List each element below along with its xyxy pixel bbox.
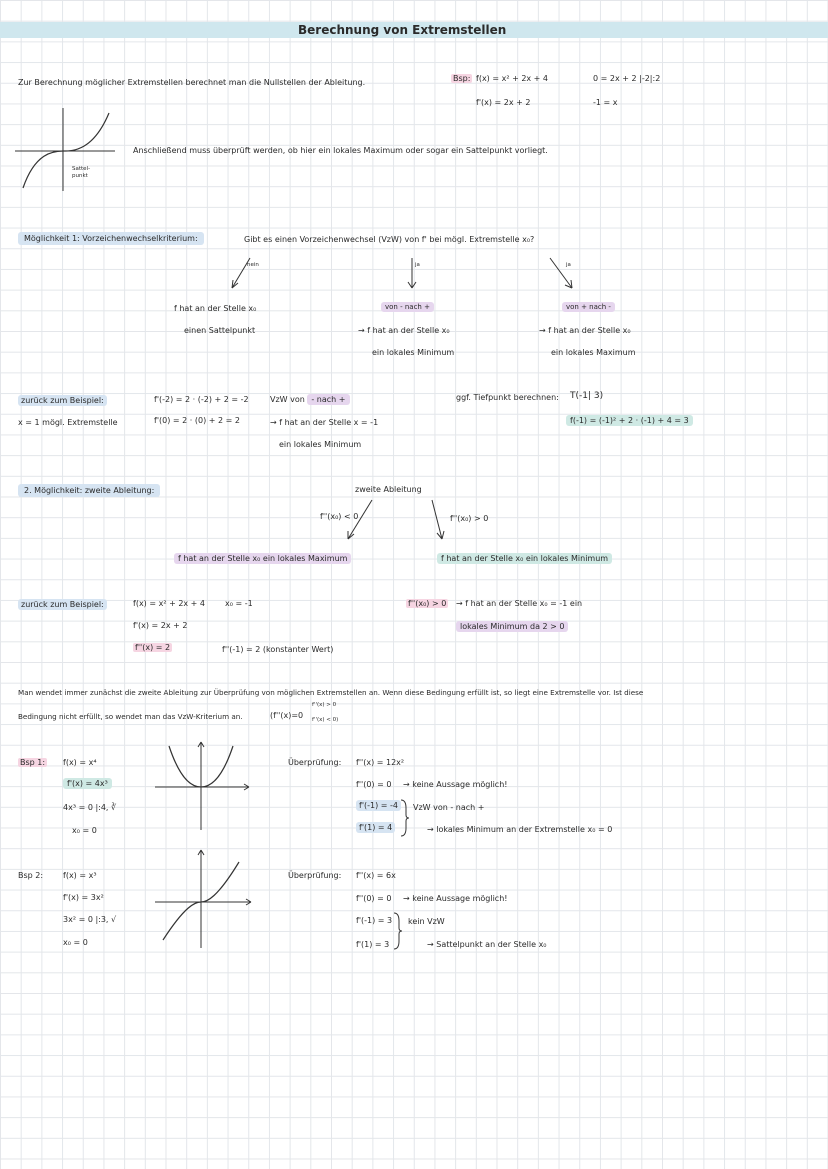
intro-bsp-f: f(x) = x² + 2x + 4 <box>476 74 549 83</box>
res3-line2: ein lokales Maximum <box>551 348 636 357</box>
bsp1-c2-note: → keine Aussage möglich! <box>403 780 508 789</box>
intro-text: Zur Berechnung möglicher Extremstellen berechnet man die Nullstellen der Ableitung. <box>18 78 366 87</box>
saddle-point-graph <box>15 103 115 193</box>
example2-x0: x₀ = -1 <box>225 599 253 608</box>
bsp1-c2: f''(0) = 0 <box>356 780 392 789</box>
branch-ja-2: ja <box>566 262 571 268</box>
intro-bsp-eq1: 0 = 2x + 2 |-2|:2 <box>593 74 661 83</box>
bsp2-c2: f''(0) = 0 <box>356 894 392 903</box>
bsp2-label: Bsp 2: <box>18 871 44 880</box>
bsp1-eq: 4x³ = 0 |:4, ∛ <box>63 803 117 812</box>
bsp2-eq: 3x² = 0 |:3, √ <box>63 915 117 924</box>
example1-result2: ein lokales Minimum <box>279 440 362 449</box>
example2-f2value: f''(-1) = 2 (konstanter Wert) <box>222 645 334 654</box>
bsp2-c1: f''(x) = 6x <box>356 871 396 880</box>
bsp1-brace <box>400 799 410 837</box>
tiefpunkt-point: T(-1| 3) <box>570 391 604 401</box>
bsp1-c34-note: VzW von - nach + <box>413 803 485 812</box>
bsp2-brace <box>393 912 403 950</box>
bsp1-f: f(x) = x⁴ <box>63 758 97 767</box>
tiefpunkt-text: ggf. Tiefpunkt berechnen: <box>456 393 559 402</box>
example2-cond: f''(x₀) > 0 <box>408 599 447 608</box>
cond-right: f''(x₀) > 0 <box>450 514 489 523</box>
cond-left: f''(x₀) < 0 <box>320 512 359 521</box>
bsp1-x0: x₀ = 0 <box>72 826 97 835</box>
example2-res1: → f hat an der Stelle x₀ = -1 ein <box>456 599 583 608</box>
rule-line1: Man wendet immer zunächst die zweite Ableitung zur Überprüfung von möglichen Extremstellen an. Wenn diese Bedingung erfüllt ist, so liegt eine Extremstelle vor. Ist diese <box>18 688 644 697</box>
example2-f: f(x) = x² + 2x + 4 <box>133 599 206 608</box>
bsp2-graph <box>155 850 255 950</box>
tiefpunkt-calc: f(-1) = (-1)² + 2 · (-1) + 4 = 3 <box>566 416 693 426</box>
bsp1-c4: f'(1) = 4 <box>356 823 395 833</box>
intro-bsp-f1: f'(x) = 2x + 2 <box>476 98 531 107</box>
example1-label1: zurück zum Beispiel: <box>18 396 107 406</box>
bsp2-c2-note: → keine Aussage möglich! <box>403 894 508 903</box>
page-title: Berechnung von Extremstellen <box>298 23 507 37</box>
rule-line2: Bedingung nicht erfüllt, so wendet man das VzW-Kriterium an. <box>18 712 243 721</box>
res3-line1: → f hat an der Stelle x₀ <box>539 326 631 335</box>
method1-arrows <box>220 250 600 295</box>
bsp2-f: f(x) = x³ <box>63 871 97 880</box>
example1-label2: x = 1 mögl. Extremstelle <box>18 418 118 427</box>
res2-line1: → f hat an der Stelle x₀ <box>358 326 450 335</box>
bsp1-check-label: Überprüfung: <box>288 758 342 767</box>
bsp1-graph <box>155 742 255 832</box>
branch-nein: nein <box>247 262 259 268</box>
example1-calc2: f'(0) = 2 · (0) + 2 = 2 <box>154 416 240 425</box>
example2-label: zurück zum Beispiel: <box>18 600 107 610</box>
bsp2-x0: x₀ = 0 <box>63 938 88 947</box>
bsp2-check-label: Überprüfung: <box>288 871 342 880</box>
res2-badge: von - nach + <box>381 303 434 311</box>
res2-line2: ein lokales Minimum <box>372 348 455 357</box>
intro-bsp-label: Bsp: <box>453 74 471 83</box>
method2-center: zweite Ableitung <box>355 485 422 494</box>
saddle-point-label: Sattel- punkt <box>72 166 91 179</box>
res3-badge: von + nach - <box>562 303 615 311</box>
bsp1-f1: f'(x) = 4x³ <box>63 779 112 789</box>
bsp2-c34-note: kein VzW <box>408 917 445 926</box>
res1-line1: f hat an der Stelle x₀ <box>174 304 257 313</box>
bsp2-c3: f'(-1) = 3 <box>356 916 393 925</box>
check-text: Anschließend muss überprüft werden, ob hier ein lokales Maximum oder sogar ein Sattelpunkt vorliegt. <box>133 146 548 155</box>
example2-f2: f''(x) = 2 <box>135 643 171 652</box>
method2-heading: 2. Möglichkeit: zweite Ableitung: <box>18 486 160 496</box>
rule-cond-main: (f''(x)=0 <box>270 711 304 720</box>
vzw-badge: - nach + <box>307 394 349 405</box>
bsp1-c3: f'(-1) = -4 <box>356 801 401 811</box>
example1-calc1: f'(-2) = 2 · (-2) + 2 = -2 <box>154 395 249 404</box>
example1-vzw: VzW von - nach + <box>270 395 350 405</box>
example1-result1: → f hat an der Stelle x = -1 <box>270 418 379 427</box>
bsp2-f1: f'(x) = 3x² <box>63 893 104 902</box>
method1-heading: Möglichkeit 1: Vorzeichenwechselkriterium: <box>18 234 204 244</box>
res1-line2: einen Sattelpunkt <box>184 326 256 335</box>
bsp1-label: Bsp 1: <box>20 758 46 767</box>
res-left: f hat an der Stelle x₀ ein lokales Maximum <box>174 554 351 564</box>
example2-res2: lokales Minimum da 2 > 0 <box>456 622 568 632</box>
bsp1-result: → lokales Minimum an der Extremstelle x₀ = 0 <box>427 825 613 834</box>
rule-cond-a: f''(x) > 0 <box>312 702 337 708</box>
intro-bsp-eq2: -1 = x <box>593 98 618 107</box>
rule-cond-b: f''(x) < 0) <box>312 717 339 723</box>
res-right: f hat an der Stelle x₀ ein lokales Minimum <box>437 554 612 564</box>
bsp2-result: → Sattelpunkt an der Stelle x₀ <box>427 940 547 949</box>
bsp2-c4: f'(1) = 3 <box>356 940 390 949</box>
example2-f1: f'(x) = 2x + 2 <box>133 621 188 630</box>
branch-ja-1: ja <box>415 262 420 268</box>
bsp1-c1: f''(x) = 12x² <box>356 758 405 767</box>
method1-question: Gibt es einen Vorzeichenwechsel (VzW) von f' bei mögl. Extremstelle x₀? <box>244 235 535 244</box>
